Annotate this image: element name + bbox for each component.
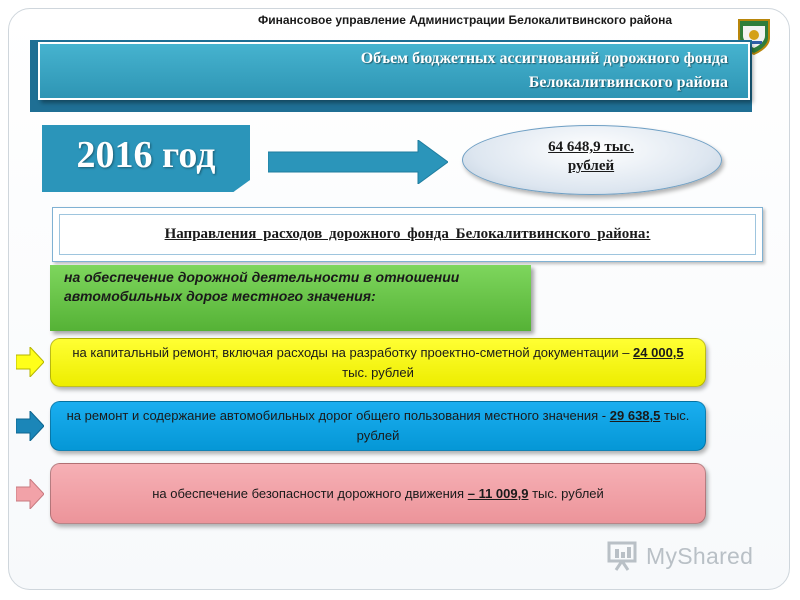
right-arrow-icon bbox=[268, 140, 448, 184]
expense-item-text bbox=[62, 343, 694, 383]
expense-item-text bbox=[62, 484, 694, 504]
watermark-text: MyShared bbox=[646, 542, 754, 569]
expense-item-amount: – 11 009,9 bbox=[467, 486, 529, 501]
expense-item-unit: тыс. рублей bbox=[356, 408, 690, 443]
expense-item-description: на ремонт и содержание автомобильных дорог общего пользования местного значения - bbox=[66, 408, 607, 423]
expense-item-unit: тыс. рублей bbox=[532, 486, 604, 501]
expense-item-text bbox=[62, 406, 694, 446]
expense-item-amount: 24 000,5 bbox=[633, 345, 684, 360]
title-banner bbox=[38, 42, 750, 100]
pink-arrow-icon bbox=[16, 479, 44, 509]
directions-heading: Направления расходов дорожного фонда Белокалитвинского района: bbox=[164, 226, 651, 242]
yellow-arrow-icon bbox=[16, 347, 44, 377]
category-label: на обеспечение дорожной деятельности в отношении автомобильных дорог местного значения: bbox=[64, 269, 460, 304]
expense-item-amount: 29 638,5 bbox=[609, 408, 661, 423]
watermark bbox=[606, 536, 753, 576]
title-line-2: Белокалитвинского района bbox=[528, 74, 728, 91]
blue-arrow-icon bbox=[16, 411, 44, 441]
title-line-1: Объем бюджетных ассигнований дорожного фонда bbox=[360, 50, 728, 67]
total-amount-value: 64 648,9 тыс. bbox=[548, 139, 634, 155]
expense-item-unit: тыс. рублей bbox=[342, 365, 414, 380]
total-amount bbox=[462, 138, 720, 176]
expense-item-description: на обеспечение безопасности дорожного движения bbox=[152, 486, 465, 501]
presentation-icon bbox=[606, 540, 640, 572]
expense-item-description: на капитальный ремонт, включая расходы на разработку проектно-сметной документации – bbox=[72, 345, 630, 360]
year-label: 2016 год bbox=[76, 134, 216, 176]
header-organization: Финансовое управление Администрации Белокалитвинского района bbox=[258, 13, 673, 27]
total-amount-unit: рублей bbox=[567, 158, 615, 174]
